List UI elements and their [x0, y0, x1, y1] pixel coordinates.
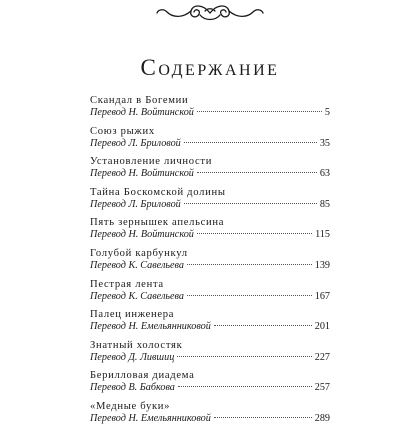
toc-entry[interactable]	[90, 308, 330, 339]
entry-page-number: 289	[314, 412, 330, 424]
entry-title: Знатный холостяк	[90, 339, 183, 351]
toc-entry[interactable]	[90, 186, 330, 217]
dot-leader	[184, 142, 317, 143]
toc-entry[interactable]	[90, 247, 330, 278]
dot-leader	[187, 295, 312, 296]
dot-leader	[214, 417, 312, 418]
toc-entry[interactable]	[90, 94, 330, 125]
entry-title: Берилловая диадема	[90, 370, 195, 382]
toc-entry[interactable]	[90, 155, 330, 186]
entry-translator: Перевод Л. Бриловой	[90, 137, 181, 149]
toc-entry[interactable]	[90, 125, 330, 156]
flourish-ornament-icon	[155, 2, 265, 24]
entry-title: Пестрая лента	[90, 278, 164, 290]
entry-translator: Перевод К. Савельева	[90, 259, 184, 271]
entry-title: Пять зернышек апельсина	[90, 217, 225, 229]
toc-entry[interactable]	[90, 369, 330, 400]
entry-page-number: 167	[314, 290, 330, 302]
entry-translator: Перевод К. Савельева	[90, 290, 184, 302]
entry-title: Голубой карбункул	[90, 247, 188, 259]
entry-title: «Медные буки»	[90, 400, 171, 412]
entry-page-number: 115	[315, 229, 330, 241]
entry-page-number: 85	[319, 198, 330, 210]
entry-translator: Перевод Н. Войтинской	[90, 107, 194, 118]
entry-title: Скандал в Богемии	[90, 95, 189, 106]
dot-leader	[197, 233, 312, 234]
dot-leader	[187, 264, 312, 265]
dot-leader	[178, 386, 312, 387]
entry-translator: Перевод Д. Лившиц	[90, 351, 175, 363]
dot-leader	[197, 111, 322, 112]
toc-entry[interactable]	[90, 400, 330, 431]
toc-entry[interactable]	[90, 278, 330, 309]
entry-translator: Перевод Л. Бриловой	[90, 198, 181, 210]
page-title: Содержание	[140, 55, 280, 80]
entry-title: Тайна Боскомской долины	[90, 186, 226, 198]
toc-entry[interactable]	[90, 339, 330, 370]
entry-translator: Перевод Н. Емельянниковой	[90, 321, 211, 333]
dot-leader	[184, 203, 317, 204]
entry-page-number: 139	[314, 259, 330, 271]
entry-translator: Перевод Н. Войтинской	[90, 168, 194, 180]
entry-translator: Перевод Н. Емельянниковой	[90, 412, 211, 424]
table-of-contents	[90, 94, 330, 431]
entry-page-number: 227	[314, 351, 330, 363]
entry-page-number: 201	[314, 321, 330, 333]
entry-page-number: 35	[319, 137, 330, 149]
entry-page-number: 257	[314, 382, 330, 394]
entry-translator: Перевод Н. Войтинской	[90, 229, 194, 241]
entry-page-number: 63	[319, 168, 330, 180]
entry-page-number: 5	[324, 107, 330, 118]
dot-leader	[177, 356, 311, 357]
entry-title: Установление личности	[90, 156, 213, 168]
dot-leader	[214, 325, 312, 326]
entry-title: Палец инженера	[90, 309, 175, 321]
entry-title: Союз рыжих	[90, 125, 155, 137]
entry-translator: Перевод В. Бабкова	[90, 382, 175, 394]
toc-entry[interactable]	[90, 216, 330, 247]
dot-leader	[197, 172, 317, 173]
